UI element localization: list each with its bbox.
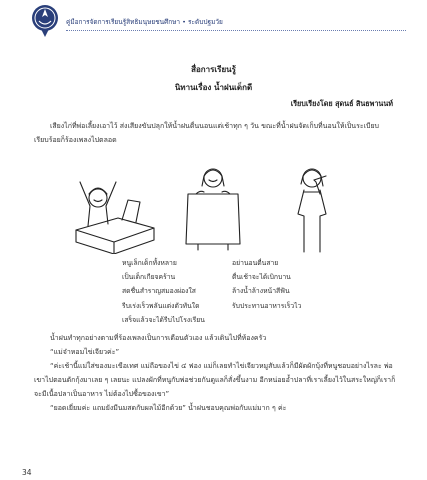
poem-line: รับประทานอาหารเร็วไว	[232, 301, 302, 310]
page-header	[30, 3, 420, 39]
poem-line: สดชื่นสำราญสมองผ่องใส	[122, 287, 196, 296]
section-title: สื่อการเรียนรู้	[191, 65, 236, 74]
poem-line: เป็นเด็กเกียจคร้าน	[122, 273, 176, 282]
header-divider	[66, 30, 406, 31]
poem-line: ล้างน้ำล้างหน้าสีฟัน	[232, 287, 290, 296]
body-paragraph: “ค่ะเช้านี้แม่ใส่ของมะเขือเทศ แม่ถือของไข่ ๔ ฟอง แม่ก็เลยทำไข่เจียวหมูสับแล้วก็มีผัดผักบุ้งที่หนูชอบอย่างไรละ พ่อเขาไปตอนตักกุ้งมาเลย ๆ เลยนะ แปลงผักที่หนูกับพ่อช่วยกันดูแลก็สั่งขึ้นงาม อีกหน่อยอ้ำปลาที่เราเลี้ยงไว้ในสระใหญ่ก็เราก็จะมีเนื้อปลาเป็นอาหาร ไม่ต้องไปซื้อของเขา”	[34, 362, 396, 398]
author-credit: เรียบเรียงโดย สุดนธ์ สินธพานนท์	[290, 99, 393, 108]
child-waking-illustration	[68, 170, 158, 254]
body-paragraph: น้ำฝนทำทุกอย่างตามที่ร้องเพลงเป็นการเตือนตัวเอง แล้วเดินไปที่ห้องครัว	[50, 334, 267, 342]
body-paragraph: “ยอดเยี่ยมค่ะ แถมยังมีนมสดกับผลไม้อีกด้วย” น้ำฝนชอบคุณพ่อกับแม่มาก ๆ ค่ะ	[50, 404, 287, 412]
page-number: 34	[22, 468, 32, 477]
poem-line: รีบเร่งเร็วพลันแต่งตัวทันใด	[122, 301, 200, 310]
story-title: นิทานเรื่อง น้ำฝนเด็กดี	[174, 83, 253, 92]
child-brushing-teeth-illustration	[290, 164, 340, 254]
emblem-icon	[30, 3, 60, 39]
poem-line: อย่านอนตื่นสาย	[232, 259, 279, 267]
poem-left-column	[122, 256, 205, 327]
body-paragraph: “แม่จ๋าหอมไข่เจียวค่ะ”	[50, 348, 120, 356]
intro-paragraph: เสียงไก่ที่พ่อเลี้ยงเอาไว้ ส่งเสียงขันปลุกให้น้ำฝนตื่นนอนแต่เช้าทุก ๆ วัน ขณะที่น้ำฝนจัดเก็บที่นอนให้เป็นระเบียบเรียบร้อยก็ร้องเพลงไปตลอด	[34, 122, 379, 144]
header-text: คู่มือการจัดการเรียนรู้สิทธิมนุษยชนศึกษา • ระดับปฐมวัย	[66, 18, 223, 26]
poem-line: ตื่นเช้าจะได้เบิกบาน	[232, 273, 291, 282]
child-folding-blanket-illustration	[178, 164, 248, 252]
poem-right-column	[232, 256, 301, 313]
poem-line: หนูเล็กเด็กทั้งหลาย	[122, 259, 177, 267]
poem-line: เสร็จแล้วจะได้รีบไปโรงเรียน	[122, 315, 205, 324]
